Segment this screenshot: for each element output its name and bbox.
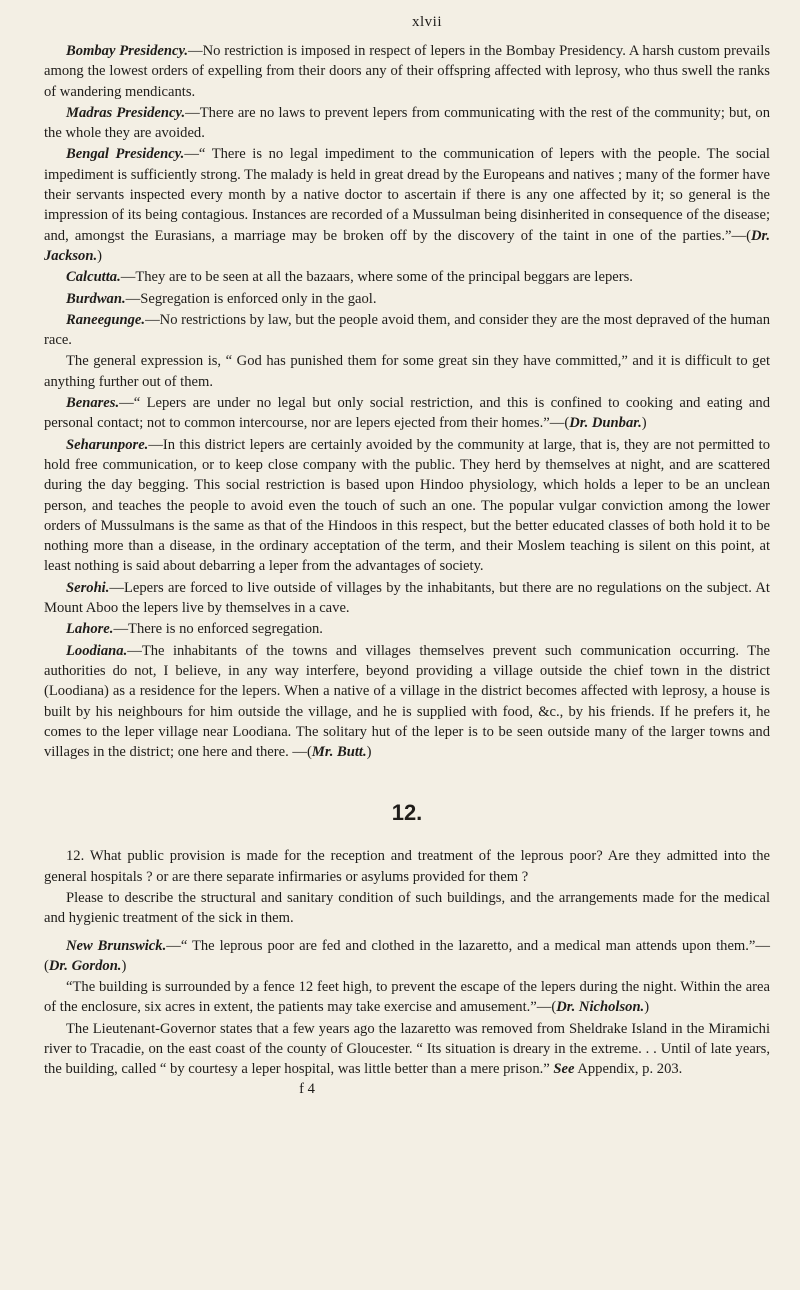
- paragraph-text: —They are to be seen at all the bazaars, where some of the principal beggars are lepers.: [120, 269, 633, 286]
- paragraph-text: “The building is surrounded by a fence 12 feet high, to prevent the escape of the lepers during the night. Within the area of the enclosure, six acres in extent, the patients may take exercise and amusement.”—(: [44, 979, 770, 1016]
- citation-tail: ): [641, 415, 647, 432]
- report-paragraph: [44, 393, 770, 434]
- answer-paragraphs: [44, 936, 770, 1080]
- paragraph-text: —Lepers are forced to live outside of villages by the inhabitants, but there are no regulations on the subject. At Mount Aboo the lepers live by themselves in a cave.: [44, 579, 770, 617]
- source-citation: See: [553, 1061, 575, 1078]
- answer-paragraph: [44, 977, 770, 1018]
- place-heading: Bengal Presidency.: [66, 146, 185, 163]
- paragraph-text: —There are no laws to prevent lepers from communicating with the rest of the community; but, on the whole they are avoided.: [44, 104, 770, 142]
- paragraph-text: —No restriction is imposed in respect of lepers in the Bombay Presidency. A harsh custom prevails among the lowest orders of expelling from their doors any of their offspring affected with leprosy, who thus swell the ranks of wandering mendicants.: [44, 43, 770, 100]
- report-paragraph: [44, 641, 770, 763]
- place-heading: Raneegunge.: [66, 311, 146, 328]
- place-heading: Lahore.: [66, 621, 114, 638]
- report-paragraph: [44, 41, 770, 102]
- citation-tail: Appendix, p. 203.: [574, 1061, 683, 1078]
- report-paragraph: [44, 103, 770, 144]
- paragraph-text: —In this district lepers are certainly avoided by the community at large, that is, they are not permitted to hold free communication, or to keep close company with the public. They herd by themselves at night, and are scattered during the day begging. This social restriction is based upon Hindoo physiology, which holds a leper to be an unclean person, and teaches the people to avoid even the touch of such an one. The popular vulgar conviction among the lower orders of Mussulmans is the same as that of the Hindoos in this respect, but the better educated classes of both hold it to be nothing more than a disease, in the ordinary acceptation of the term, and their Moslem teaching is silent on this point, at least nothing is said about debarring a leper from the advantages of society.: [44, 436, 770, 575]
- paragraph-text: —“ The leprous poor are fed and clothed in the lazaretto, and a medical man attends upon them.”—(: [44, 937, 770, 974]
- report-paragraph: [44, 289, 770, 309]
- question-text: Please to describe the structural and sanitary condition of such buildings, and the arrangements made for the medical and hygienic treatment of the sick in them.: [44, 889, 770, 927]
- citation-tail: ): [366, 744, 372, 761]
- section-number: 12.: [391, 800, 423, 826]
- source-citation: Dr. Nicholson.: [556, 999, 645, 1016]
- answer-paragraph: [44, 936, 770, 977]
- paragraph-text: The general expression is, “ God has punished them for some great sin they have committed,” and it is difficult to get anything further out of them.: [44, 353, 770, 390]
- citation-tail: ): [644, 999, 650, 1016]
- place-heading: Burdwan.: [66, 290, 126, 307]
- source-citation: Mr. Butt.: [311, 744, 367, 761]
- place-heading: Benares.: [66, 395, 120, 412]
- place-heading: Seharunpore.: [66, 436, 149, 453]
- report-paragraph: [44, 144, 770, 266]
- citation-tail: ): [97, 247, 102, 264]
- place-heading: Madras Presidency.: [66, 104, 186, 121]
- place-heading: New Brunswick.: [66, 937, 167, 954]
- report-paragraph: [44, 267, 770, 287]
- source-citation: Dr. Dunbar.: [569, 415, 642, 432]
- source-citation: Dr. Jackson.: [44, 227, 770, 264]
- signature-mark: f 4: [299, 1080, 315, 1097]
- answer-paragraph: [44, 1019, 770, 1080]
- place-heading: Bombay Presidency.: [66, 43, 189, 59]
- place-heading: Calcutta.: [66, 269, 121, 286]
- report-paragraph: [44, 619, 770, 639]
- source-citation: Dr. Gordon.: [48, 957, 122, 974]
- citation-tail: ): [121, 957, 127, 974]
- page-number: xlvii: [411, 14, 442, 30]
- place-heading: Serohi.: [66, 579, 110, 596]
- report-paragraph: [44, 435, 770, 577]
- report-paragraph: [44, 578, 770, 619]
- paragraph-text: —“ There is no legal impediment to the communication of lepers with the people. The social impediment is sufficiently strong. The malady is held in great dread by the Europeans and natives ; many of the former have their servants inspected every month by a native doctor to ascertain if there is any one affected by it; so general is the impression of its being contagious. Instances are recorded of a Mussulman being disinherited in consequence of the disease; and, amongst the Eurasians, a marriage may be broken off by the discovery of the taint in one of the parties.”—(: [44, 146, 770, 244]
- paragraph-text: —The inhabitants of the towns and villages themselves prevent such communication occurring. The authorities do not, I believe, in any way interfere, beyond providing a village outside the chief town in the district (Loodiana) as a residence for the lepers. When a native of a village in the district becomes affected with leprosy, a house is built by his neighbours for him outside the village, and he is supplied with food, &c., by his friends. If he prefers it, he comes to the leper village near Loodiana. The solitary hut of the leper is to be seen outside many of the larger towns and villages in the district; one here and there. —(: [44, 642, 770, 761]
- paragraph-text: The Lieutenant-Governor states that a few years ago the lazaretto was removed from Sheldrake Island in the Miramichi river to Tracadie, on the east coast of the county of Gloucester. “ Its situation is dreary in the extreme. . . Until of late years, the building, called “ by courtesy a leper hospital, was little better than a mere prison.”: [44, 1020, 770, 1078]
- report-paragraphs: [44, 41, 770, 762]
- question-block: [44, 846, 770, 928]
- question-text: 12. What public provision is made for the reception and treatment of the leprous poor? Are they admitted into the general hospitals ? or are there separate infirmaries or asylums provided for them ?: [44, 848, 770, 885]
- report-paragraph: [44, 351, 770, 392]
- paragraph-text: —There is no enforced segregation.: [113, 621, 323, 638]
- paragraph-text: —“ Lepers are under no legal but only social restriction, and this is confined to cooking and eating and personal contact; not to common intercourse, nor are lepers ejected from their homes.”—(: [44, 395, 770, 432]
- paragraph-text: —Segregation is enforced only in the gaol.: [125, 290, 377, 307]
- place-heading: Loodiana.: [66, 642, 128, 659]
- report-paragraph: [44, 310, 770, 351]
- paragraph-text: —No restrictions by law, but the people avoid them, and consider they are the most depraved of the human race.: [44, 311, 770, 349]
